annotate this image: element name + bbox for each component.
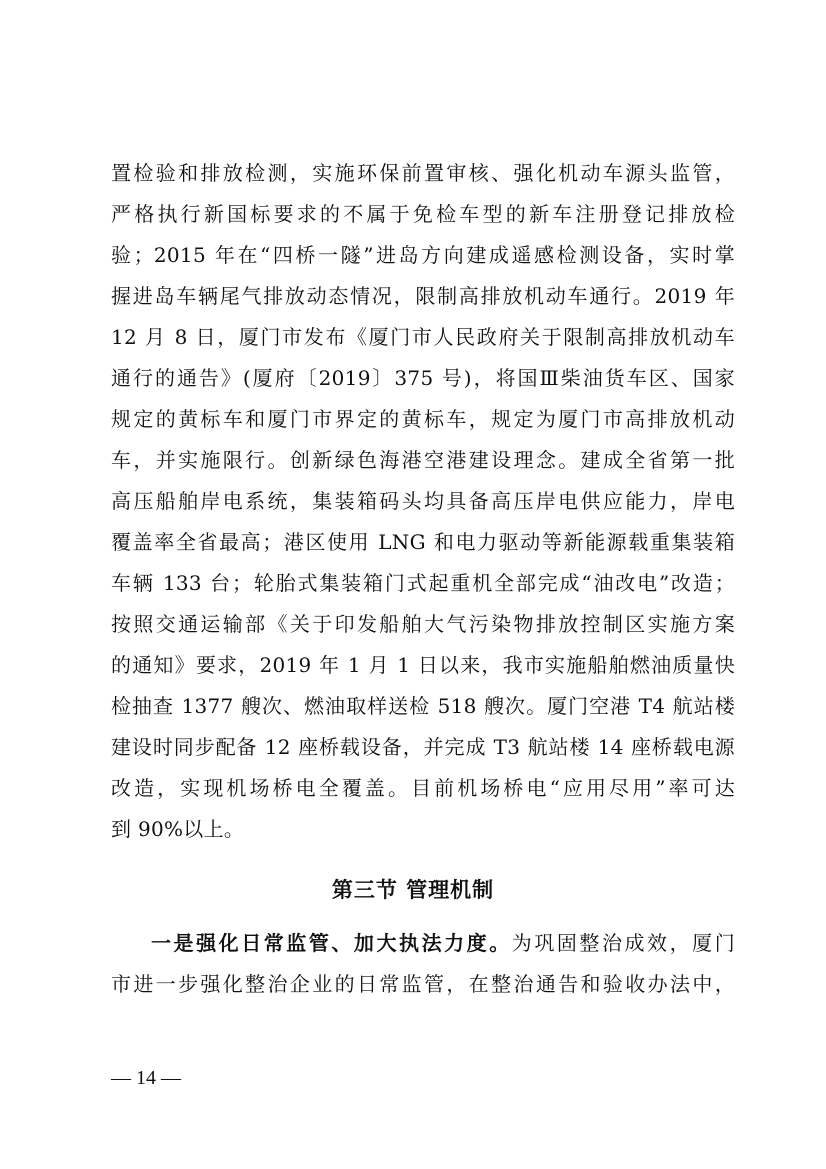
paragraph-line: 高压船舶岸电系统，集装箱码头均具备高压岸电供应能力，岸电 xyxy=(111,489,735,513)
paragraph-text: 为巩固整治成效，厦门 xyxy=(511,931,735,955)
paragraph-line: 规定的黄标车和厦门市界定的黄标车，规定为厦门市高排放机动 xyxy=(111,407,735,431)
paragraph-line: 置检验和排放检测，实施环保前置审核、强化机动车源头监管， xyxy=(111,161,735,185)
paragraph-line: 建设时同步配备 12 座桥载设备，并完成 T3 航站楼 14 座桥载电源 xyxy=(111,735,735,759)
section-heading: 第三节 管理机制 xyxy=(331,877,495,902)
paragraph-line: 严格执行新国标要求的不属于免检车型的新车注册登记排放检 xyxy=(111,202,735,226)
paragraph-line: 的通知》要求，2019 年 1 月 1 日以来，我市实施船舶燃油质量快 xyxy=(111,653,735,677)
paragraph-line: 车辆 133 台；轮胎式集装箱门式起重机全部完成“油改电”改造； xyxy=(111,571,735,595)
paragraph-line: 按照交通运输部《关于印发船舶大气污染物排放控制区实施方案 xyxy=(111,612,735,636)
paragraph-line: 检抽查 1377 艘次、燃油取样送检 518 艘次。厦门空港 T4 航站楼 xyxy=(111,694,735,718)
paragraph-line xyxy=(111,924,735,962)
paragraph-line: 验；2015 年在“四桥一隧”进岛方向建成遥感检测设备，实时掌 xyxy=(111,243,735,267)
page-number: — 14 — xyxy=(111,1067,181,1089)
paragraph-line: 改造，实现机场桥电全覆盖。目前机场桥电“应用尽用”率可达 xyxy=(111,776,735,800)
paragraph-line: 通行的通告》(厦府〔2019〕375 号)，将国Ⅲ柴油货车区、国家 xyxy=(111,366,735,390)
paragraph-line: 市进一步强化整治企业的日常监管，在整治通告和验收办法中， xyxy=(111,972,735,996)
paragraph-line: 到 90%以上。 xyxy=(111,817,245,841)
paragraph-line: 覆盖率全省最高；港区使用 LNG 和电力驱动等新能源载重集装箱 xyxy=(111,530,735,554)
paragraph-line: 12 月 8 日，厦门市发布《厦门市人民政府关于限制高排放机动车 xyxy=(111,325,735,349)
bold-lead-text: 一是强化日常监管、加大执法力度。 xyxy=(151,931,512,955)
paragraph-line: 车，并实施限行。创新绿色海港空港建设理念。建成全省第一批 xyxy=(111,448,735,472)
paragraph-line: 握进岛车辆尾气排放动态情况，限制高排放机动车通行。2019 年 xyxy=(111,284,735,308)
